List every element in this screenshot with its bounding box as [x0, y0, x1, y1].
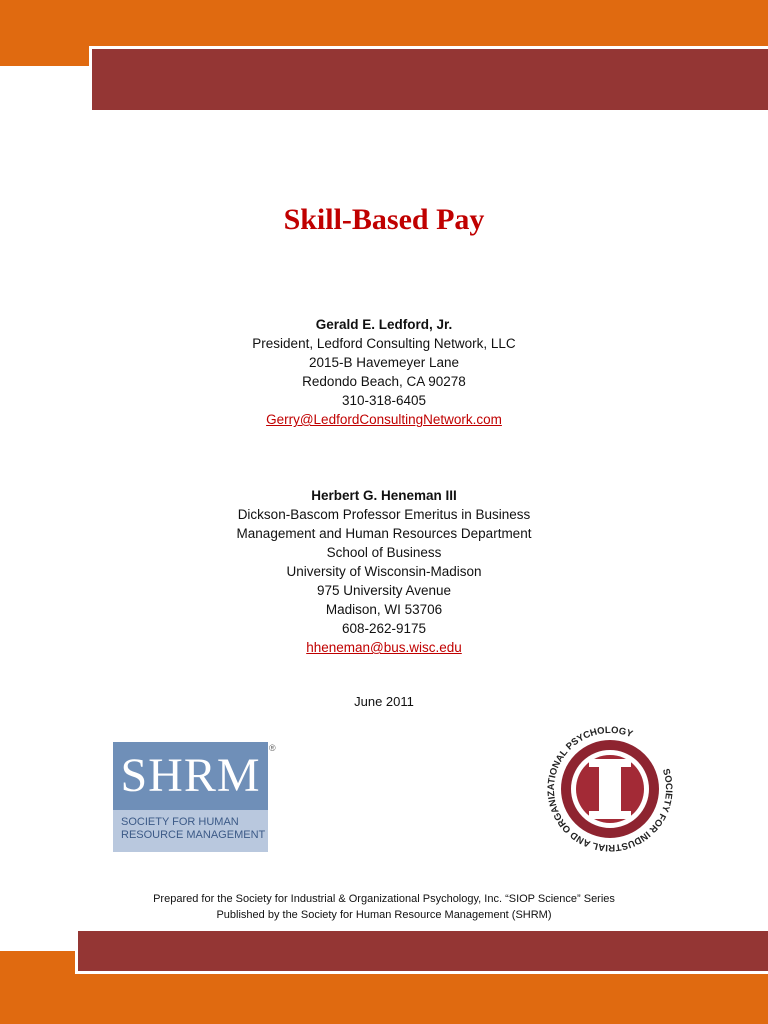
author1-title: President, Ledford Consulting Network, LLC: [252, 336, 516, 351]
siop-i-bottom: [589, 811, 631, 819]
red-top-band: [89, 46, 768, 110]
author1-city: Redondo Beach, CA 90278: [302, 374, 466, 389]
author2-email-link[interactable]: hheneman@bus.wisc.edu: [306, 640, 462, 655]
author2-street: 975 University Avenue: [316, 583, 452, 598]
publication-date: June 2011: [354, 694, 414, 709]
author1-block: [0, 315, 768, 429]
author2-name: Herbert G. Heneman III: [311, 488, 457, 503]
author1-phone: 310-318-6405: [341, 393, 427, 408]
author1-email-link[interactable]: Gerry@LedfordConsultingNetwork.com: [266, 412, 502, 427]
siop-i-top: [589, 759, 631, 767]
author1-street: 2015-B Havemeyer Lane: [308, 355, 460, 370]
footer-line2: Published by the Society for Human Resource Management (SHRM): [216, 909, 552, 921]
document-title: Skill-Based Pay: [283, 203, 485, 236]
red-bottom-band: [75, 928, 768, 974]
author1-name: Gerald E. Ledford, Jr.: [315, 317, 453, 332]
siop-i-stem: [599, 765, 621, 813]
shrm-logo-wordmark: SHRM: [113, 742, 268, 810]
author2-title-line1: Dickson-Bascom Professor Emeritus in Business: [237, 507, 531, 522]
shrm-logo-subtitle: [121, 816, 266, 842]
author2-university: University of Wisconsin-Madison: [286, 564, 482, 579]
footer-credits: [0, 891, 768, 923]
siop-ring-text: SOCIETY FOR INDUSTRIAL AND ORGANIZATIONAL PSYCHOLOGY: [545, 724, 675, 854]
shrm-logo: [113, 742, 268, 852]
author2-phone: 608-262-9175: [341, 621, 427, 636]
author2-block: [0, 486, 768, 657]
shrm-subtitle-line2: RESOURCE MANAGEMENT: [121, 829, 266, 841]
author2-title-line2: Management and Human Resources Department: [236, 526, 532, 541]
footer-line1: Prepared for the Society for Industrial & Organizational Psychology, Inc. “SIOP Science” Series: [153, 893, 615, 905]
registered-mark: ®: [269, 743, 276, 753]
shrm-subtitle-line1: SOCIETY FOR HUMAN: [121, 816, 239, 828]
author2-city: Madison, WI 53706: [325, 602, 443, 617]
author2-school: School of Business: [326, 545, 442, 560]
siop-logo: [545, 715, 675, 863]
